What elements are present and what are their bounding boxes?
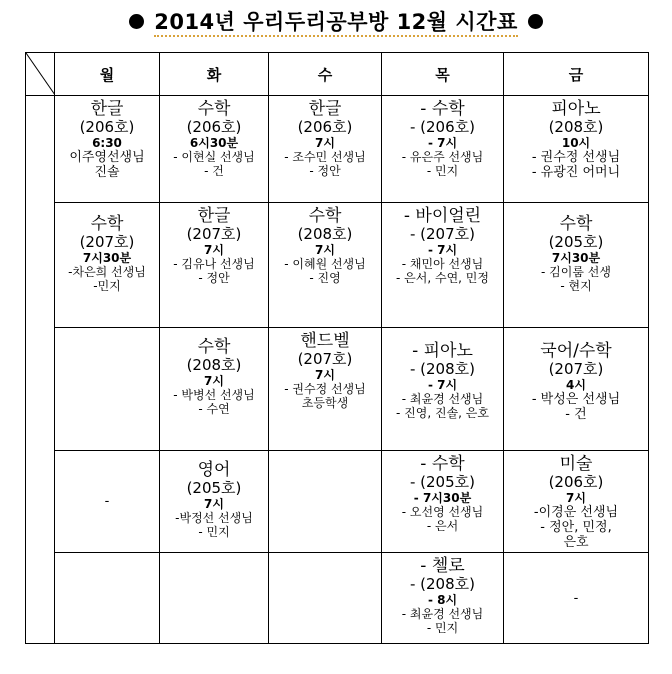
- day-header-thu: 목: [382, 53, 504, 96]
- class-detail: - 채민아 선생님: [401, 257, 484, 271]
- class-cell: [160, 203, 269, 328]
- class-entry: [269, 328, 381, 410]
- class-room: (206호): [548, 473, 604, 491]
- class-time: - 7시: [427, 378, 458, 392]
- class-subject: 핸드벨: [300, 331, 350, 351]
- class-time: - 7시: [427, 136, 458, 150]
- class-time: 7시: [315, 368, 335, 382]
- class-cell: [504, 328, 649, 451]
- class-cell: [504, 96, 649, 203]
- class-cell: [160, 96, 269, 203]
- class-detail: -이경운 선생님: [533, 505, 619, 520]
- class-entry: [382, 553, 503, 635]
- schedule-row: [26, 203, 649, 328]
- class-detail: - 진영: [309, 271, 341, 285]
- class-room: (208호): [548, 118, 604, 136]
- day-header-mon: 월: [55, 53, 160, 96]
- empty-dash: -: [573, 590, 579, 606]
- class-detail: - 정안: [309, 164, 341, 178]
- class-entry: [160, 96, 268, 178]
- class-cell: [55, 203, 160, 328]
- class-cell: [269, 328, 382, 451]
- class-subject: 수학: [308, 206, 342, 226]
- class-detail: - 진영, 진솔, 은호: [396, 406, 489, 420]
- class-time: 7시: [204, 497, 224, 511]
- class-detail: - 민지: [198, 525, 230, 539]
- class-detail: - 김유나 선생님: [173, 257, 255, 271]
- class-detail: - 은서: [426, 519, 459, 533]
- class-subject: 영어: [197, 460, 231, 480]
- class-cell: [382, 451, 504, 553]
- class-detail: - 박병선 선생님: [173, 388, 255, 402]
- class-entry: [504, 203, 648, 293]
- class-subject: - 수학: [420, 454, 465, 474]
- class-subject: 수학: [197, 337, 231, 357]
- class-room: - (207호): [409, 225, 475, 243]
- class-entry: [382, 203, 503, 285]
- timetable: [25, 52, 649, 644]
- class-detail: 이주영선생님: [69, 150, 145, 165]
- class-entry: [382, 328, 503, 420]
- class-subject: 한글: [308, 99, 342, 119]
- class-room: (206호): [79, 118, 135, 136]
- class-subject: 수학: [559, 214, 593, 234]
- class-detail: - 최윤경 선생님: [401, 607, 484, 621]
- diagonal-line: [26, 53, 55, 95]
- class-detail: -차은희 선생님: [68, 265, 146, 279]
- class-entry: [160, 451, 268, 539]
- header-row: [26, 53, 649, 96]
- class-cell: [382, 203, 504, 328]
- class-cell: [269, 96, 382, 203]
- class-entry: [382, 451, 503, 533]
- class-cell: [55, 96, 160, 203]
- schedule-row: [26, 553, 649, 644]
- class-cell: [382, 553, 504, 644]
- class-entry: [504, 96, 648, 180]
- class-subject: 한글: [197, 206, 231, 226]
- class-detail: - 박성은 선생님: [531, 392, 621, 407]
- class-detail: - 정안, 민정,: [540, 520, 612, 535]
- page-title: [0, 6, 672, 36]
- class-entry: [55, 203, 159, 293]
- day-header-tue: 화: [160, 53, 269, 96]
- class-entry: [55, 96, 159, 180]
- bullet-icon: [129, 14, 144, 29]
- class-detail: - 권수정 선생님: [531, 150, 621, 165]
- class-room: (207호): [297, 350, 353, 368]
- class-detail: -박정선 선생님: [175, 511, 253, 525]
- class-detail: - 유광진 어머니: [531, 165, 621, 180]
- class-time: - 8시: [427, 593, 458, 607]
- class-subject: - 피아노: [412, 341, 473, 361]
- class-room: - (205호): [409, 473, 475, 491]
- class-room: (208호): [186, 356, 242, 374]
- class-time: 6시30분: [189, 136, 239, 150]
- bullet-icon: [528, 14, 543, 29]
- class-cell: [160, 553, 269, 644]
- class-detail: -민지: [93, 279, 121, 293]
- class-detail: - 민지: [426, 164, 459, 178]
- class-room: (206호): [186, 118, 242, 136]
- day-header-wed: 수: [269, 53, 382, 96]
- class-detail: - 조수민 선생님: [284, 150, 366, 164]
- class-entry: [504, 328, 648, 422]
- class-entry: [382, 96, 503, 178]
- class-detail: - 민지: [426, 621, 459, 635]
- day-header-fri: 금: [504, 53, 649, 96]
- class-room: - (206호): [409, 118, 475, 136]
- class-time: 7시: [315, 243, 335, 257]
- class-subject: 피아노: [551, 99, 601, 119]
- class-cell: [504, 203, 649, 328]
- row-label-cell: [26, 96, 55, 644]
- class-room: (205호): [548, 233, 604, 251]
- class-entry: [269, 203, 381, 285]
- class-time: 7시: [566, 491, 586, 505]
- class-entry: [160, 203, 268, 285]
- class-cell: [269, 451, 382, 553]
- class-room: (208호): [297, 225, 353, 243]
- class-time: 7시: [204, 374, 224, 388]
- class-detail: 진솔: [94, 165, 120, 180]
- class-cell: [269, 553, 382, 644]
- class-cell: [504, 451, 649, 553]
- class-subject: 한글: [90, 99, 124, 119]
- class-entry: [269, 96, 381, 178]
- class-detail: - 김이룸 선생: [541, 265, 611, 279]
- title-text: 2014년 우리두리공부방 12월 시간표: [154, 10, 518, 37]
- class-cell: [382, 96, 504, 203]
- corner-cell: [26, 53, 55, 96]
- class-time: - 7시: [427, 243, 458, 257]
- class-time: 10시: [561, 136, 591, 150]
- schedule-row: [26, 451, 649, 553]
- class-room: - (208호): [409, 575, 475, 593]
- class-detail: - 최윤경 선생님: [401, 392, 484, 406]
- class-cell: [269, 203, 382, 328]
- class-detail: - 수연: [198, 402, 230, 416]
- class-room: (207호): [186, 225, 242, 243]
- class-room: (207호): [79, 233, 135, 251]
- class-detail: - 유은주 선생님: [401, 150, 484, 164]
- class-time: 7시30분: [551, 251, 601, 265]
- empty-dash: -: [104, 494, 110, 509]
- class-subject: 수학: [197, 99, 231, 119]
- class-detail: - 건: [204, 164, 224, 178]
- class-cell: [382, 328, 504, 451]
- class-cell: [55, 451, 160, 553]
- class-time: 7시: [315, 136, 335, 150]
- schedule-row: [26, 328, 649, 451]
- class-cell: [160, 451, 269, 553]
- class-detail: - 오선영 선생님: [401, 505, 484, 519]
- class-time: 7시30분: [82, 251, 132, 265]
- class-detail: - 은서, 수연, 민정: [396, 271, 489, 285]
- class-cell: [55, 553, 160, 644]
- class-time: 4시: [566, 378, 586, 392]
- schedule-row: [26, 96, 649, 203]
- class-time: 6:30: [92, 136, 122, 150]
- class-room: - (208호): [409, 360, 475, 378]
- class-room: (207호): [548, 360, 604, 378]
- class-time: - 7시30분: [413, 491, 472, 505]
- class-subject: - 바이얼린: [403, 206, 482, 226]
- class-detail: 초등학생: [301, 396, 349, 410]
- class-subject: - 수학: [420, 99, 465, 119]
- class-detail: - 현지: [560, 279, 592, 293]
- class-detail: - 정안: [198, 271, 230, 285]
- class-room: (205호): [186, 479, 242, 497]
- class-cell: [504, 553, 649, 644]
- class-subject: - 첼로: [420, 556, 465, 576]
- class-detail: 은호: [563, 535, 589, 550]
- class-subject: 미술: [559, 454, 593, 474]
- class-detail: - 권수정 선생님: [284, 382, 366, 396]
- class-room: (206호): [297, 118, 353, 136]
- class-entry: [504, 451, 648, 550]
- class-detail: - 이혜원 선생님: [284, 257, 366, 271]
- class-entry: [160, 328, 268, 416]
- class-cell: [55, 328, 160, 451]
- class-cell: [160, 328, 269, 451]
- class-detail: - 건: [565, 407, 587, 422]
- class-detail: - 이현실 선생님: [173, 150, 255, 164]
- class-time: 7시: [204, 243, 224, 257]
- class-subject: 수학: [90, 214, 124, 234]
- class-subject: 국어/수학: [540, 341, 612, 361]
